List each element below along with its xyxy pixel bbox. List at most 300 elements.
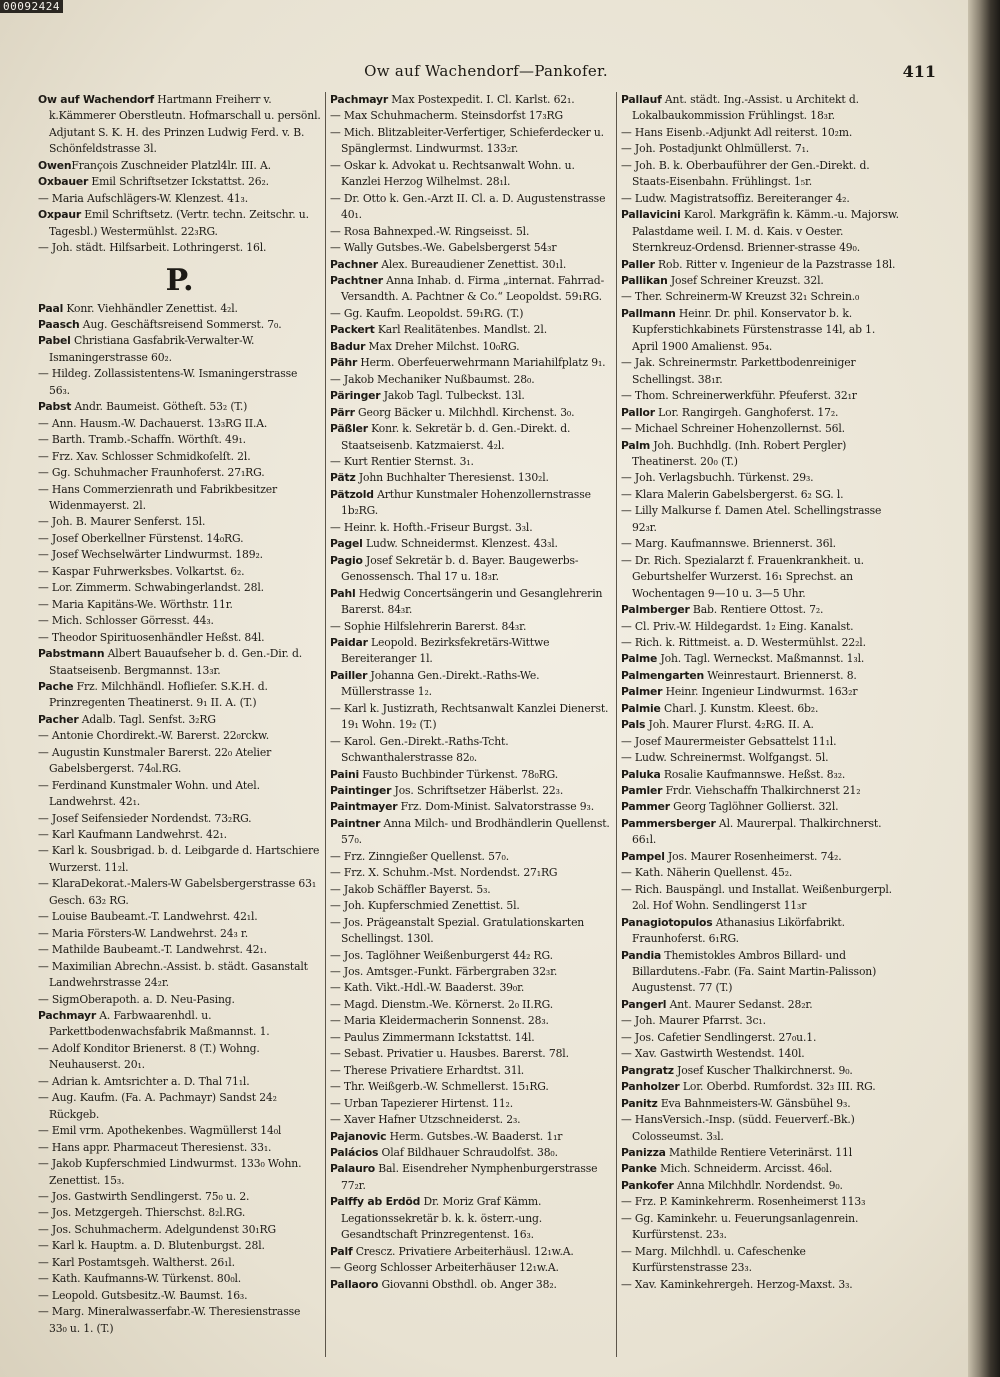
- entry-details: — Jakob Mechaniker Nußbaumst. 28₀.: [330, 372, 535, 386]
- entry-surname: Palmie: [621, 701, 661, 715]
- directory-entry: [330, 240, 612, 256]
- directory-entry: [330, 783, 612, 799]
- entry-details: — Maria Kleidermacherin Sonnenst. 28₃.: [330, 1014, 549, 1028]
- entry-details: — Karl Kaufmann Landwehrst. 42₁.: [38, 828, 227, 842]
- entry-details: — Frz. Xav. Schlosser Schmidkoſelſt. 2l.: [38, 449, 251, 463]
- entry-details: — Marg. Mineralwasserfabr.-W. Theresienstrasse 33₀ u. 1. (T.): [38, 1305, 301, 1335]
- directory-entry: [38, 1140, 321, 1156]
- entry-details: — Maria Aufschlägers-W. Klenzest. 41₃.: [38, 191, 249, 205]
- entry-surname: Palmengarten: [621, 668, 704, 682]
- entry-details: — Xav. Kaminkehrergeh. Herzog-Maxst. 3₃.: [621, 1277, 853, 1291]
- directory-entry: [330, 701, 612, 734]
- directory-entry: [38, 416, 321, 432]
- entry-details: — Kath. Kaufmanns-W. Türkenst. 80₀l.: [38, 1272, 242, 1286]
- entry-details: Jakob Tagl. Tulbeckst. 13l.: [380, 389, 525, 403]
- entry-surname: Palmberger: [621, 603, 690, 617]
- directory-entry: [621, 306, 903, 355]
- directory-entry: [621, 619, 903, 635]
- entry-details: Frz. Dom-Minist. Salvatorstrasse 9₃.: [397, 800, 594, 814]
- directory-entry: [330, 964, 612, 980]
- entry-surname: Pabstmann: [38, 647, 105, 661]
- entry-details: Emil Schriftsetzer Ickstattst. 26₂.: [88, 175, 269, 189]
- entry-surname: Pachner: [330, 257, 378, 271]
- entry-details: — Wally Gutsbes.-We. Gabelsbergerst 54₃r: [330, 241, 557, 255]
- directory-entry: [330, 1145, 612, 1161]
- entry-details: Max Postexpedit. I. Cl. Karlst. 62₁.: [387, 93, 575, 106]
- entry-surname: Palácios: [330, 1146, 379, 1159]
- entry-surname: Pallor: [621, 405, 655, 419]
- page-number: 411: [902, 62, 936, 81]
- directory-entry: [38, 92, 321, 158]
- entry-details: — Marg. Milchhdl. u. Cafeschenke Kurfürstenstrasse 23₃.: [621, 1244, 806, 1275]
- directory-entry: [621, 1063, 903, 1079]
- directory-entry: [330, 734, 612, 767]
- entry-surname: Paintner: [330, 816, 381, 830]
- entry-details: — Michael Schreiner Hohenzollernst. 56l.: [621, 422, 845, 436]
- directory-entry: [621, 651, 903, 667]
- entry-surname: Panke: [621, 1162, 657, 1176]
- directory-entry: [330, 1030, 612, 1046]
- entry-surname: Pachmayr: [38, 1009, 96, 1023]
- directory-entry: [330, 421, 612, 454]
- entry-details: Andr. Baumeist. Götheſt. 53₂ (T.): [71, 400, 248, 414]
- directory-entry: [330, 586, 612, 619]
- entry-details: Georg Taglöhner Gollierst. 32l.: [669, 800, 839, 814]
- directory-entry: [621, 92, 903, 125]
- directory-entry: [330, 915, 612, 948]
- book-binding-shadow: [968, 0, 1000, 1377]
- entry-details: — Rosa Bahnexped.-W. Ringseisst. 5l.: [330, 224, 530, 238]
- entry-surname: Packert: [330, 323, 375, 337]
- directory-entry: [38, 1008, 321, 1041]
- directory-entry: [330, 668, 612, 701]
- entry-details: Dr. Moriz Graf Kämm. Legationssekretär b. k. k. österr.-ung. Gesandtschaft Prinzregentenst. 16₃.: [341, 1195, 543, 1242]
- entry-details: François Zuschneider Platzl4lr. III. A.: [71, 158, 271, 172]
- entry-details: Konr. k. Sekretär b. d. Gen.-Direkt. d. Staatseisenb. Katzmaierst. 4₂l.: [341, 422, 571, 452]
- directory-entry: [38, 630, 321, 646]
- directory-entry: [330, 1260, 612, 1276]
- entry-details: — Karl k. Hauptm. a. D. Blutenburgst. 28l.: [38, 1239, 265, 1253]
- directory-entry: [38, 728, 321, 744]
- entry-details: Hedwig Concertsängerin und Gesanglehrerin Barerst. 84₃r.: [341, 586, 603, 617]
- entry-details: Alex. Bureaudiener Zenettist. 30₁l.: [377, 257, 567, 271]
- directory-entry: [38, 1090, 321, 1123]
- directory-entry: [621, 1145, 903, 1161]
- entry-details: — Emil vrm. Apothekenbes. Wagmüllerst 14₀l: [38, 1124, 282, 1138]
- entry-surname: Panholzer: [621, 1080, 680, 1094]
- entry-details: Anna Milch- und Brodhändlerin Quellenst. 57₀.: [341, 816, 610, 847]
- column-1-p-entries: [38, 301, 321, 1338]
- entry-details: Adalb. Tagl. Senfst. 3₂RG: [78, 712, 216, 726]
- entry-details: Albert Bauaufseher b. d. Gen.-Dir. d. Staatseisenb. Bergmannst. 13₃r.: [49, 647, 303, 677]
- entry-details: — Hans Commerzienrath und Fabrikbesitzer Widenmayerst. 2l.: [38, 482, 277, 512]
- directory-entry: [621, 915, 903, 948]
- entry-details: Josef Sekretär b. d. Bayer. Baugewerbs-Genossensch. Thal 17 u. 18₃r.: [341, 553, 579, 584]
- directory-entry: [330, 849, 612, 865]
- directory-entry: [330, 1194, 612, 1243]
- directory-entry: [38, 926, 321, 942]
- entry-surname: Pallmann: [621, 306, 676, 320]
- directory-entry: [330, 767, 612, 783]
- directory-entry: [621, 1013, 903, 1029]
- directory-entry: [330, 355, 612, 371]
- entry-surname: Pankofer: [621, 1178, 674, 1192]
- running-title: Ow auf Wachendorf—Pankofer.: [364, 62, 608, 80]
- entry-details: — Kurt Rentier Sternst. 3₁.: [330, 454, 474, 468]
- entry-surname: Pailler: [330, 668, 368, 682]
- entry-details: — Ther. Schreinerm-W Kreuzst 32₁ Schrein.₀: [621, 290, 860, 304]
- section-letter: P.: [165, 262, 194, 298]
- entry-details: — Hans Eisenb.-Adjunkt Adl reiterst. 10₂m.: [621, 125, 853, 139]
- entry-surname: Panizza: [621, 1146, 666, 1159]
- entry-details: — Jos. Prägeanstalt Spezial. Gratulationskarten Schellingst. 130l.: [330, 915, 585, 946]
- entry-surname: Paller: [621, 257, 655, 271]
- entry-details: — Xaver Hafner Utzschneiderst. 2₃.: [330, 1113, 521, 1127]
- entry-details: — Cl. Priv.-W. Hildegardst. 1₂ Eing. Kanalst.: [621, 619, 854, 633]
- directory-entry: [621, 421, 903, 437]
- entry-surname: Badur: [330, 339, 366, 353]
- entry-surname: Pallauf: [621, 93, 662, 106]
- entry-details: — Jos. Amtsger.-Funkt. Färbergraben 32₃r.: [330, 965, 558, 979]
- entry-details: — Kaspar Fuhrwerksbes. Volkartst. 6₂.: [38, 564, 245, 578]
- directory-entry: [38, 432, 321, 448]
- entry-details: — Ludw. Schreinermst. Wolfgangst. 5l.: [621, 751, 829, 765]
- directory-entry: [621, 668, 903, 684]
- directory-entry: [330, 322, 612, 338]
- entry-surname: Palauro: [330, 1162, 375, 1176]
- entry-details: — Urban Tapezierer Hirtenst. 11₂.: [330, 1096, 514, 1110]
- entry-surname: Pals: [621, 718, 646, 732]
- directory-entry: [621, 125, 903, 141]
- directory-entry: [38, 992, 321, 1008]
- entry-details: — Oskar k. Advokat u. Rechtsanwalt Wohn. u. Kanzlei Herzog Wilhelmst. 28₁l.: [330, 158, 575, 189]
- entry-surname: Pätz: [330, 471, 356, 485]
- directory-entry: [330, 306, 612, 322]
- directory-entry: [38, 1222, 321, 1238]
- entry-surname: Pammer: [621, 800, 670, 814]
- directory-entry: [330, 799, 612, 815]
- directory-entry: [38, 1288, 321, 1304]
- entry-surname: Pärr: [330, 405, 355, 419]
- entry-surname: Pammersberger: [621, 816, 716, 830]
- entry-surname: Owen: [38, 158, 72, 172]
- entry-surname: Paintinger: [330, 784, 392, 798]
- directory-entry: [621, 1194, 903, 1210]
- directory-entry: [38, 843, 321, 876]
- entry-details: — Magd. Dienstm.-We. Körnerst. 2₀ II.RG.: [330, 997, 554, 1011]
- entry-surname: Pangratz: [621, 1063, 674, 1077]
- directory-entry: [330, 470, 612, 486]
- entry-surname: Paal: [38, 301, 64, 315]
- entry-details: — SigmOberapoth. a. D. Neu-Pasing.: [38, 992, 235, 1006]
- entry-surname: Palme: [621, 652, 658, 666]
- entry-surname: Pähr: [330, 356, 358, 370]
- entry-details: — Mich. Schlosser Görresst. 44₃.: [38, 614, 214, 628]
- entry-details: — Paulus Zimmermann Ickstattst. 14l.: [330, 1030, 535, 1044]
- entry-details: — Hans appr. Pharmaceut Theresienst. 33₁.: [38, 1140, 272, 1154]
- entry-details: — Sebast. Privatier u. Hausbes. Barerst. 78l.: [330, 1047, 569, 1061]
- directory-entry: [621, 1244, 903, 1277]
- entry-surname: Oxbauer: [38, 175, 89, 189]
- entry-details: Charl. J. Kunstm. Kleest. 6b₂.: [660, 701, 819, 715]
- entry-details: — Heinr. k. Hofth.-Friseur Burgst. 3₃l.: [330, 520, 533, 534]
- entry-details: — Max Schuhmacherm. Steinsdorfst 17₃RG: [330, 109, 563, 123]
- entry-details: — Dr. Rich. Spezialarzt f. Frauenkrankheit. u. Geburtshelfer Wurzerst. 16₁ Sprechst. an Wochentagen 9—10 u. 3—5 Uhr.: [621, 553, 864, 600]
- directory-entry: [621, 750, 903, 766]
- entry-details: Mathilde Rentiere Veterinärst. 11l: [665, 1146, 853, 1159]
- directory-entry: [330, 108, 612, 124]
- entry-details: — Jos. Taglöhner Weißenburgerst 44₂ RG.: [330, 948, 553, 962]
- directory-entry: [621, 1178, 903, 1194]
- entry-details: Olaf Bildhauer Schraudolfst. 38₀.: [378, 1146, 558, 1159]
- directory-entry: [38, 811, 321, 827]
- directory-entry: [621, 438, 903, 471]
- entry-details: Bab. Rentiere Ottost. 7₂.: [689, 603, 824, 617]
- directory-entry: [38, 1123, 321, 1139]
- entry-details: — Frz. P. Kaminkehrerm. Rosenheimerst 113₃: [621, 1195, 866, 1209]
- directory-entry: [621, 207, 903, 256]
- directory-entry: [38, 1189, 321, 1205]
- entry-details: — Louise Baubeamt.-T. Landwehrst. 42₁l.: [38, 910, 258, 924]
- entry-details: Weinrestaurt. Briennerst. 8.: [703, 668, 857, 682]
- column-1: [34, 92, 325, 1357]
- directory-entry: [38, 1156, 321, 1189]
- directory-entry: [330, 635, 612, 668]
- directory-entry: [330, 1063, 612, 1079]
- entry-details: — Thr. Weißgerb.-W. Schmellerst. 15₁RG.: [330, 1080, 549, 1094]
- directory-entry: [330, 1277, 612, 1293]
- entry-details: — Joh. städt. Hilfsarbeit. Lothringerst. 16l.: [38, 241, 267, 255]
- entry-details: Crescz. Privatiere Arbeiterhäusl. 12₁w.A.: [352, 1244, 574, 1258]
- entry-details: — Jak. Schreinermstr. Parkettbodenreiniger Schellingst. 38₁r.: [621, 356, 856, 386]
- entry-surname: Päßler: [330, 422, 368, 436]
- entry-details: — Gg. Kaufm. Leopoldst. 59₁RG. (T.): [330, 306, 524, 320]
- directory-entry: [621, 1211, 903, 1244]
- entry-details: — Rich. k. Rittmeist. a. D. Westermühlst. 22₂l.: [621, 635, 866, 649]
- entry-surname: Palm: [621, 438, 651, 452]
- directory-entry: [330, 948, 612, 964]
- entry-details: — Adolf Konditor Brienerst. 8 (T.) Wohng. Neuhauserst. 20₁.: [38, 1041, 260, 1072]
- entry-details: — Gg. Schuhmacher Fraunhoferst. 27₁RG.: [38, 466, 265, 480]
- entry-details: Anna Inhab. d. Firma „internat. Fahrrad-Versandth. A. Pachtner & Co.“ Leopoldst. 59₁RG.: [341, 273, 605, 304]
- entry-surname: Panitz: [621, 1096, 658, 1110]
- entry-details: Giovanni Obsthdl. ob. Anger 38₂.: [378, 1277, 557, 1291]
- directory-entry: [38, 1255, 321, 1271]
- entry-details: — Rich. Bauspängl. und Installat. Weißenburgerpl. 2₀l. Hof Wohn. Sendlingerst 11₃r: [621, 882, 892, 913]
- entry-surname: Pampel: [621, 849, 665, 863]
- entry-details: — Jos. Metzgergeh. Thierschst. 8₂l.RG.: [38, 1206, 246, 1220]
- entry-details: — Xav. Gastwirth Westendst. 140l.: [621, 1047, 805, 1061]
- directory-entry: [38, 679, 321, 712]
- directory-entry: [621, 273, 903, 289]
- directory-entry: [621, 1096, 903, 1112]
- directory-entry: [621, 470, 903, 486]
- directory-entry: [38, 399, 321, 415]
- directory-entry: [330, 273, 612, 306]
- entry-surname: Pallaoro: [330, 1277, 379, 1291]
- directory-entry: [621, 734, 903, 750]
- directory-entry: [330, 388, 612, 404]
- entry-details: Rosalie Kaufmannswe. Heßst. 8₃₂.: [660, 767, 846, 781]
- entry-details: — Jos. Schuhmacherm. Adelgundenst 30₁RG: [38, 1222, 277, 1236]
- entry-details: Frdr. Viehschaffn Thalkirchnerst 21₂: [662, 784, 861, 798]
- directory-entry: [621, 816, 903, 849]
- entry-details: Athanasius Likörfabrikt. Fraunhoferst. 6₁RG.: [632, 915, 845, 946]
- entry-details: Rob. Ritter v. Ingenieur de la Pazstrasse 18l.: [654, 257, 896, 271]
- directory-entry: [38, 597, 321, 613]
- entry-details: Herm. Gutsbes.-W. Baaderst. 1₁r: [386, 1129, 563, 1143]
- entry-details: — Jakob Schäffler Bayerst. 5₃.: [330, 882, 491, 896]
- directory-entry: [38, 745, 321, 778]
- directory-entry: [330, 882, 612, 898]
- directory-entry: [38, 827, 321, 843]
- directory-entry: [38, 465, 321, 481]
- entry-details: Jos. Schriftsetzer Häberlst. 22₃.: [391, 784, 564, 798]
- directory-entry: [330, 1129, 612, 1145]
- directory-entry: [38, 531, 321, 547]
- entry-surname: Pandia: [621, 948, 662, 962]
- entry-details: — Adrian k. Amtsrichter a. D. Thal 71₁l.: [38, 1074, 250, 1088]
- directory-entry: [621, 405, 903, 421]
- entry-surname: Panagiotopulos: [621, 915, 713, 929]
- entry-details: — Frz. Zinngießer Quellenst. 57₀.: [330, 849, 509, 863]
- entry-surname: Pangerl: [621, 997, 667, 1011]
- directory-entry: [330, 1096, 612, 1112]
- entry-details: — Jos. Gastwirth Sendlingerst. 75₀ u. 2.: [38, 1190, 250, 1203]
- directory-entry: [621, 849, 903, 865]
- directory-entry: [38, 778, 321, 811]
- entry-details: Ant. städt. Ing.-Assist. u Architekt d. Lokalbaukommission Frühlingst. 18₃r.: [632, 93, 859, 123]
- directory-entry: [621, 388, 903, 404]
- entry-details: Josef Schreiner Kreuzst. 32l.: [667, 273, 824, 287]
- directory-entry: [330, 816, 612, 849]
- entry-details: — Antonie Chordirekt.-W. Barerst. 22₀rckw.: [38, 729, 270, 743]
- directory-entry: [330, 339, 612, 355]
- entry-details: — Barth. Tramb.-Schaffn. Wörthſt. 49₁.: [38, 433, 246, 447]
- directory-entry: [38, 449, 321, 465]
- entry-details: — KlaraDekorat.-Malers-W Gabelsbergerstrasse 63₁ Gesch. 63₂ RG.: [38, 877, 317, 907]
- directory-entry: [330, 257, 612, 273]
- entry-details: Al. Maurerpal. Thalkirchnerst. 66₁l.: [632, 816, 882, 847]
- entry-details: — Marg. Kaufmannswe. Briennerst. 36l.: [621, 537, 836, 551]
- entry-details: Frz. Milchhändl. Hoflieſer. S.K.H. d. Prinzregenten Theatinerst. 9₁ II. A. (T.): [49, 679, 268, 710]
- directory-entry: [38, 1041, 321, 1074]
- entry-details: — Joh. Kupferschmied Zenettist. 5l.: [330, 899, 520, 913]
- entry-details: — Josef Maurermeister Gebsattelst 11₁l.: [621, 734, 837, 748]
- entry-details: — Theodor Spirituosenhändler Heßst. 84l.: [38, 630, 265, 644]
- directory-entry: [330, 619, 612, 635]
- directory-entry: [38, 191, 321, 207]
- directory-entry: [38, 207, 321, 240]
- directory-entry: [330, 1161, 612, 1194]
- directory-entry: [330, 224, 612, 240]
- directory-entry: [38, 712, 321, 728]
- entry-details: Max Dreher Milchst. 10₀RG.: [365, 339, 520, 353]
- entry-details: — Ferdinand Kunstmaler Wohn. und Atel. Landwehrst. 42₁.: [38, 778, 260, 809]
- directory-entry: [38, 482, 321, 515]
- entry-details: Aug. Geschäftsreisend Sommerst. 7₀.: [79, 317, 282, 331]
- directory-entry: [330, 980, 612, 996]
- entry-surname: Pahl: [330, 586, 356, 600]
- directory-entry: [621, 948, 903, 997]
- entry-details: — Thom. Schreinerwerkführ. Pfeuferst. 32₁r: [621, 389, 857, 403]
- directory-entry: [621, 684, 903, 700]
- entry-details: A. Farbwaarenhdl. u. Parkettbodenwachsfabrik Maßmannst. 1.: [49, 1009, 270, 1039]
- entry-surname: Paintmayer: [330, 800, 398, 814]
- directory-entry: [38, 1205, 321, 1221]
- column-2: [325, 92, 616, 1357]
- directory-entry: [621, 355, 903, 388]
- directory-entry: [621, 997, 903, 1013]
- entry-details: Lor. Rangirgeh. Ganghoferst. 17₂.: [654, 405, 839, 419]
- entry-details: — Joh. Verlagsbuchh. Türkenst. 29₃.: [621, 471, 814, 485]
- directory-entry: [330, 997, 612, 1013]
- entry-details: — Gg. Kaminkehr. u. Feuerungsanlagenrein. Kurfürstenst. 23₃.: [621, 1211, 859, 1242]
- column-3: [616, 92, 907, 1357]
- directory-entry: [38, 1271, 321, 1287]
- entry-surname: Pache: [38, 679, 74, 693]
- directory-entry: [330, 1079, 612, 1095]
- directory-entry: [330, 92, 612, 108]
- directory-entry: [330, 1112, 612, 1128]
- entry-details: Leopold. Bezirksfekretärs-Wittwe Bereiteranger 1l.: [341, 635, 550, 666]
- entry-details: — Josef Seifensieder Nordendst. 73₂RG.: [38, 811, 252, 825]
- entry-surname: Pacher: [38, 712, 79, 726]
- entry-details: Fausto Buchbinder Türkenst. 78₀RG.: [359, 767, 559, 781]
- entry-details: — Therese Privatiere Erhardtst. 31l.: [330, 1063, 525, 1077]
- entry-details: — Hildeg. Zollassistentens-W. Ismaningerstrasse 56₃.: [38, 367, 298, 397]
- directory-entry: [621, 635, 903, 651]
- entry-surname: Ow auf Wachendorf: [38, 93, 155, 106]
- directory-entry: [330, 1013, 612, 1029]
- entry-details: — Karl k. Justizrath, Rechtsanwalt Kanzlei Dienerst. 19₁ Wohn. 19₂ (T.): [330, 701, 609, 732]
- entry-surname: Pamler: [621, 784, 663, 798]
- directory-entry: [330, 520, 612, 536]
- directory-entry: [621, 701, 903, 717]
- entry-details: — Josef Wechselwärter Lindwurmst. 189₂.: [38, 548, 263, 562]
- directory-entry: [621, 191, 903, 207]
- directory-entry: [621, 1030, 903, 1046]
- entry-details: — Klara Malerin Gabelsbergerst. 6₂ SG. l.: [621, 487, 844, 501]
- entry-details: — Joh. Maurer Pfarrst. 3c₁.: [621, 1014, 766, 1028]
- entry-surname: Pallikan: [621, 273, 668, 287]
- entry-details: Jos. Maurer Rosenheimerst. 74₂.: [664, 849, 842, 863]
- entry-details: — Mich. Blitzableiter-Verfertiger, Schieferdecker u. Spänglermst. Lindwurmst. 133₂r.: [330, 125, 604, 156]
- directory-entry: [38, 909, 321, 925]
- directory-entry: [330, 372, 612, 388]
- entry-details: John Buchhalter Theresienst. 130₂l.: [355, 471, 549, 485]
- entry-details: Karol. Markgräfin k. Kämm.-u. Majorsw. Palastdame weil. I. M. d. Kais. v Oester. Sternkreuz-Ordensd. Brienner-strasse 49₀.: [632, 208, 899, 255]
- entry-details: Lor. Oberbd. Rumfordst. 32₃ III. RG.: [679, 1080, 876, 1094]
- entry-surname: Pallavicini: [621, 208, 681, 222]
- entry-details: Ant. Maurer Sedanst. 28₂r.: [666, 997, 813, 1011]
- directory-entry: [38, 174, 321, 190]
- entry-details: Christiana Gasfabrik-Verwalter-W. Ismaningerstrasse 60₂.: [49, 334, 255, 364]
- entry-details: Bal. Eisendreher Nymphenburgerstrasse 77₂r.: [341, 1162, 598, 1192]
- entry-details: — Sophie Hilfslehrerin Barerst. 84₃r.: [330, 619, 527, 633]
- directory-entry: [621, 536, 903, 552]
- entry-details: Georg Bäcker u. Milchhdl. Kirchenst. 3₀.: [354, 405, 575, 419]
- entry-details: — Georg Schlosser Arbeiterhäuser 12₁w.A.: [330, 1261, 559, 1275]
- entry-details: — Ann. Hausm.-W. Dachauerst. 13₃RG II.A.: [38, 416, 268, 430]
- entry-details: — Maria Kapitäns-We. Wörthstr. 11r.: [38, 597, 233, 611]
- entry-details: Heinr. Dr. phil. Konservator b. k. Kupferstichkabinets Fürstenstrasse 14l, ab 1. April 1900 Amalienst. 95₄.: [632, 306, 876, 353]
- directory-entry: [38, 613, 321, 629]
- entry-surname: Pajanovic: [330, 1129, 387, 1143]
- entry-details: — Lilly Malkurse f. Damen Atel. Schellingstrasse 92₃r.: [621, 504, 882, 534]
- entry-details: — Frz. X. Schuhm.-Mst. Nordendst. 27₁RG: [330, 866, 558, 880]
- directory-columns: [34, 92, 908, 1357]
